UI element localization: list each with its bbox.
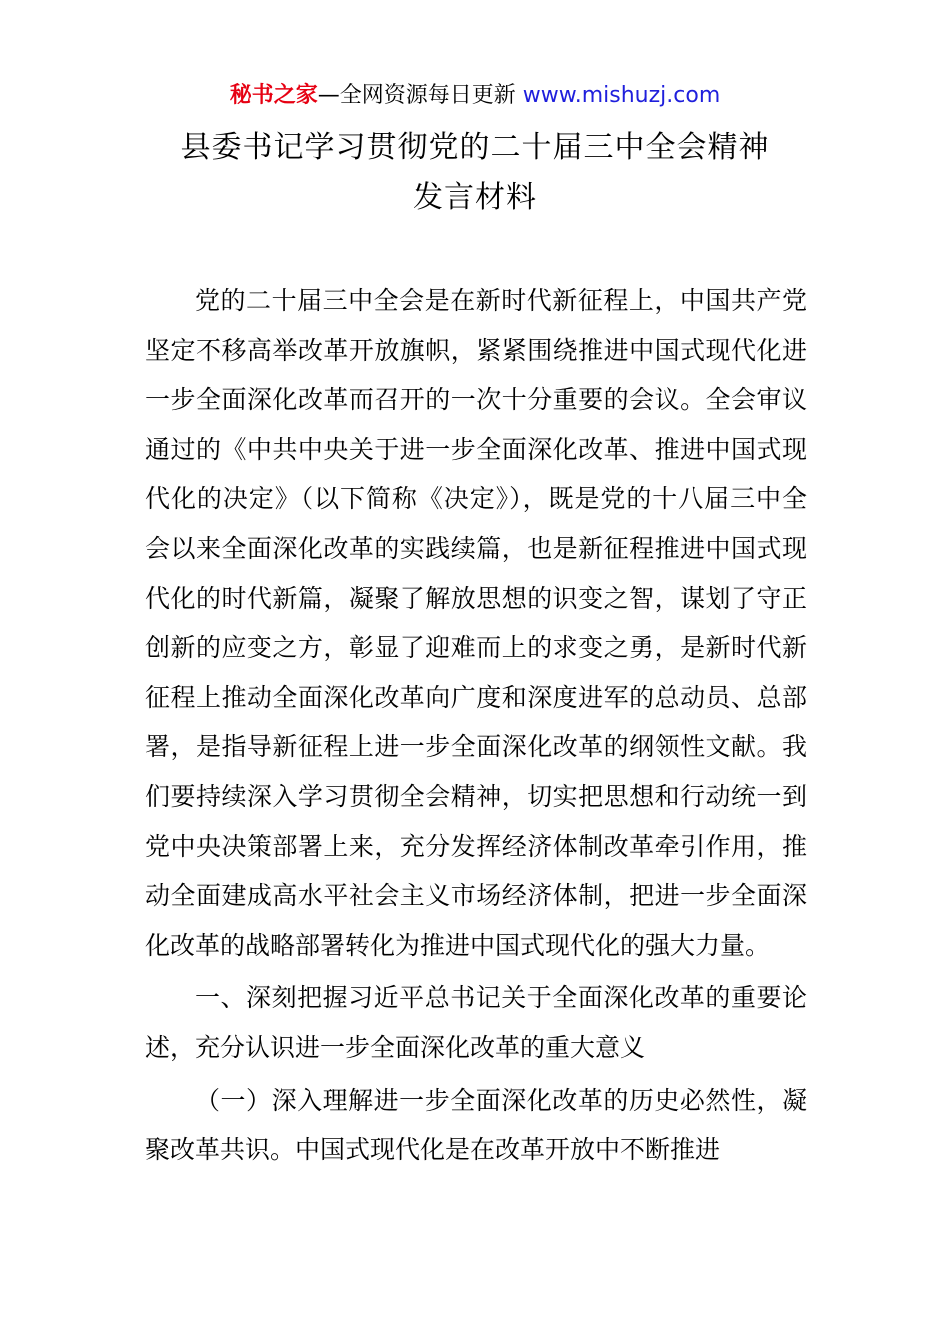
site-url-link[interactable]: www.mishuzj.com [522,83,721,108]
brand-tagline: —全网资源每日更新 [317,83,523,108]
subsection-paragraph-1: （一）深入理解进一步全面深化改革的历史必然性，凝聚改革共识。中国式现代化是在改革开放中不断推进 [145,1085,807,1165]
document-title-line-1: 县委书记学习贯彻党的二十届三中全会精神 [180,130,770,165]
intro-paragraph: 党的二十届三中全会是在新时代新征程上，中国共产党坚定不移高举改革开放旗帜，紧紧围绕推进中国式现代化进一步全面深化改革而召开的一次十分重要的会议。全会审议通过的《中共中央关于进一步全面深化改革、推进中国式现代化的决定》（以下简称《决定》），既是党的十八届三中全会以来全面深化改革的实践续篇，也是新征程推进中国式现代化的时代新篇，凝聚了解放思想的识变之智，谋划了守正创新的应变之方，彰显了迎难而上的求变之勇，是新时代新征程上推动全面深化改革向广度和深度进军的总动员、总部署，是指导新征程上进一步全面深化改革的纲领性文献。我们要持续深入学习贯彻全会精神，切实把思想和行动统一到党中央决策部署上来，充分发挥经济体制改革牵引作用，推动全面建成高水平社会主义市场经济体制，把进一步全面深化改革的战略部署转化为推进中国式现代化的强大力量。 [145,286,807,960]
document-title-line-2: 发言材料 [413,180,537,215]
section-heading-1: 一、深刻把握习近平总书记关于全面深化改革的重要论述，充分认识进一步全面深化改革的重大意义 [145,983,807,1062]
document-body [145,276,807,1178]
site-header-banner [0,80,950,112]
brand-name: 秘书之家 [229,83,318,108]
